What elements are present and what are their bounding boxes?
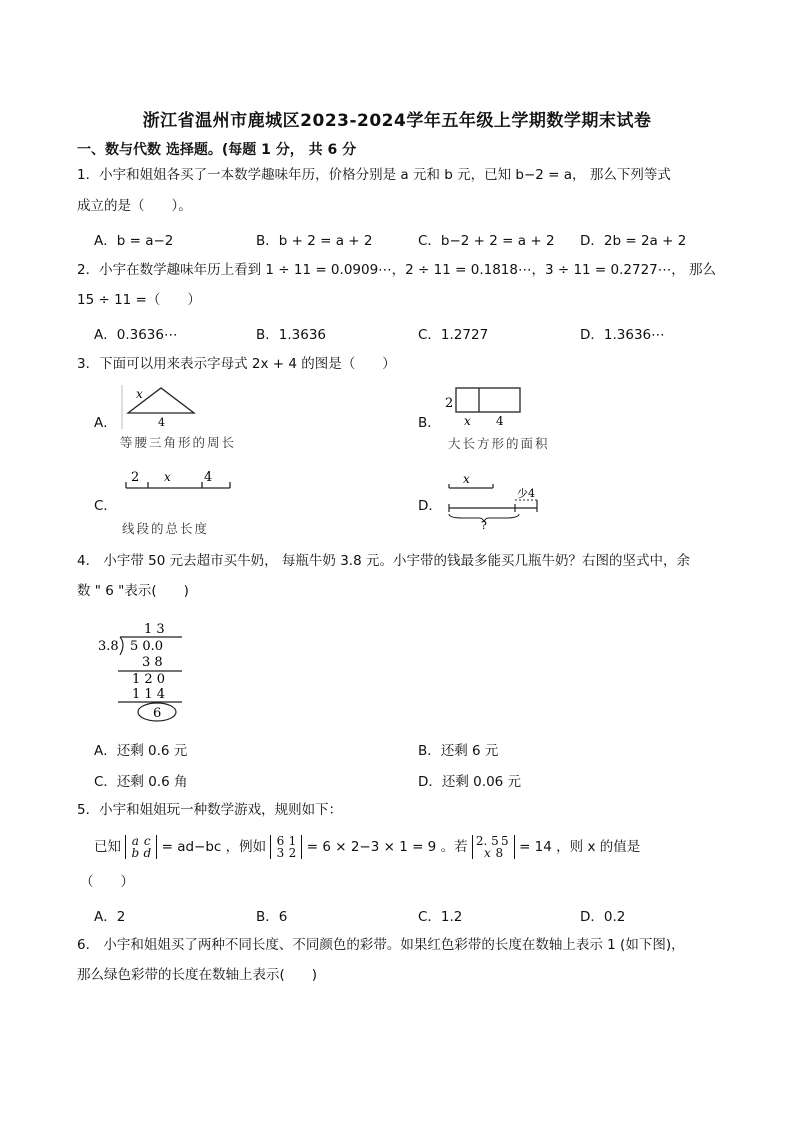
q2-option-c: C．1.2727 [418,327,489,343]
q1-option-c: C．b−2 + 2 = a + 2 [418,233,555,249]
q4-option-b: B．还剩 6 元 [418,743,499,759]
q4-step1: 3 8 [142,655,163,670]
q4-long-division [96,618,196,726]
q3-figure-d-brace [443,470,548,530]
q4-divisor: 3.8 [98,639,119,654]
q6-line1: 6． 小宇和姐姐买了两种不同长度、不同颜色的彩带。如果红色彩带的长度在数轴上表示 1 (如下图)， [77,937,685,953]
q5-line3: （ ） [80,874,134,890]
q3-caption-c: 线段的总长度 [122,521,210,536]
q3-c-label-4: 4 [204,470,213,485]
q5-determinant-given: 2. 5 5 x 8 [472,835,515,859]
q3-a-label-x: x [136,387,143,401]
q3-figure-a-triangle [118,383,228,431]
q5-determinant-example: 6 1 3 2 [270,835,302,859]
q5-option-c: C．1.2 [418,909,463,925]
q5-option-a: A．2 [94,909,126,925]
q1-option-b: B．b + 2 = a + 2 [256,233,373,249]
q4-option-d: D．还剩 0.06 元 [418,774,522,790]
q2-line2: 15 ÷ 11 =（ ） [77,292,201,308]
q5-line2 [94,832,640,862]
q3-option-a: A． [94,415,117,431]
q3-d-label-question: ? [481,519,487,530]
q4-line1: 4． 小宇带 50 元去超市买牛奶， 每瓶牛奶 3.8 元。小宇带的钱最多能买几瓶牛奶？右图的坚式中，余 [77,553,690,569]
q4-quotient: 1 3 [144,622,165,637]
q2-option-a: A．0.3636⋯ [94,327,178,343]
q2-option-d: D．1.3636⋯ [580,327,665,343]
q1-line1: 1．小宇和姐姐各买了一本数学趣味年历，价格分别是 a 元和 b 元，已知 b−2 = a， 那么下列等式 [77,167,671,183]
q5-determinant-definition: a c b d [125,835,157,859]
section-heading: 一、数与代数 选择题。(每题 1 分， 共 6 分 [77,142,357,158]
q3-option-d: D． [418,498,442,514]
q6-line2: 那么绿色彩带的长度在数轴上表示( ) [77,967,318,983]
q5-option-d: D．0.2 [580,909,626,925]
q2-option-b: B．1.3636 [256,327,326,343]
q3-line1: 3．下面可以用来表示字母式 2x + 4 的图是（ ） [77,356,396,372]
q4-step3: 1 1 4 [132,687,166,702]
q4-option-a: A．还剩 0.6 元 [94,743,188,759]
q3-figure-b-rectangle [443,385,533,430]
q3-caption-b: 大长方形的面积 [448,436,550,451]
q3-b-label-x: x [464,414,471,428]
q5-option-b: B．6 [256,909,288,925]
q4-remainder: 6 [153,706,162,721]
q3-caption-a: 等腰三角形的周长 [120,435,237,450]
q3-option-c: C． [94,498,117,514]
q4-step2: 1 2 0 [132,672,166,687]
q3-b-label-4: 4 [496,414,504,428]
q3-d-label-x: x [463,472,470,486]
q3-a-label-4: 4 [158,416,165,429]
q3-b-label-2: 2 [445,396,454,411]
q3-option-b: B． [418,415,441,431]
q2-line1: 2．小宇在数学趣味年历上看到 1 ÷ 11 = 0.0909⋯，2 ÷ 11 = 0.1818⋯，3 ÷ 11 = 0.2727⋯， 那么 [77,262,717,278]
q4-dividend: 5 0.0 [130,639,164,654]
page-title: 浙江省温州市鹿城区2023-2024学年五年级上学期数学期末试卷 [142,111,652,131]
q5-definition-text: = ad−bc ，例如 [161,839,267,855]
q3-figure-c-segment [120,467,235,495]
q1-line2: 成立的是（ ）。 [77,198,192,214]
q3-d-label-less4: 少4 [517,487,535,500]
q1-option-a: A．b = a−2 [94,233,174,249]
q5-known: 已知 [94,839,121,855]
q3-c-label-x: x [164,470,171,484]
q4-option-c: C．还剩 0.6 角 [94,774,188,790]
q5-given-text: = 14 ，则 x 的值是 [519,839,641,855]
q5-line1: 5．小宇和姐姐玩一种数学游戏，规则如下： [77,802,343,818]
q5-example-text: = 6 × 2−3 × 1 = 9 。若 [306,839,468,855]
q3-c-label-2: 2 [131,470,140,485]
q1-option-d: D．2b = 2a + 2 [580,233,687,249]
q4-line2: 数 " 6 "表示( ) [77,583,189,599]
